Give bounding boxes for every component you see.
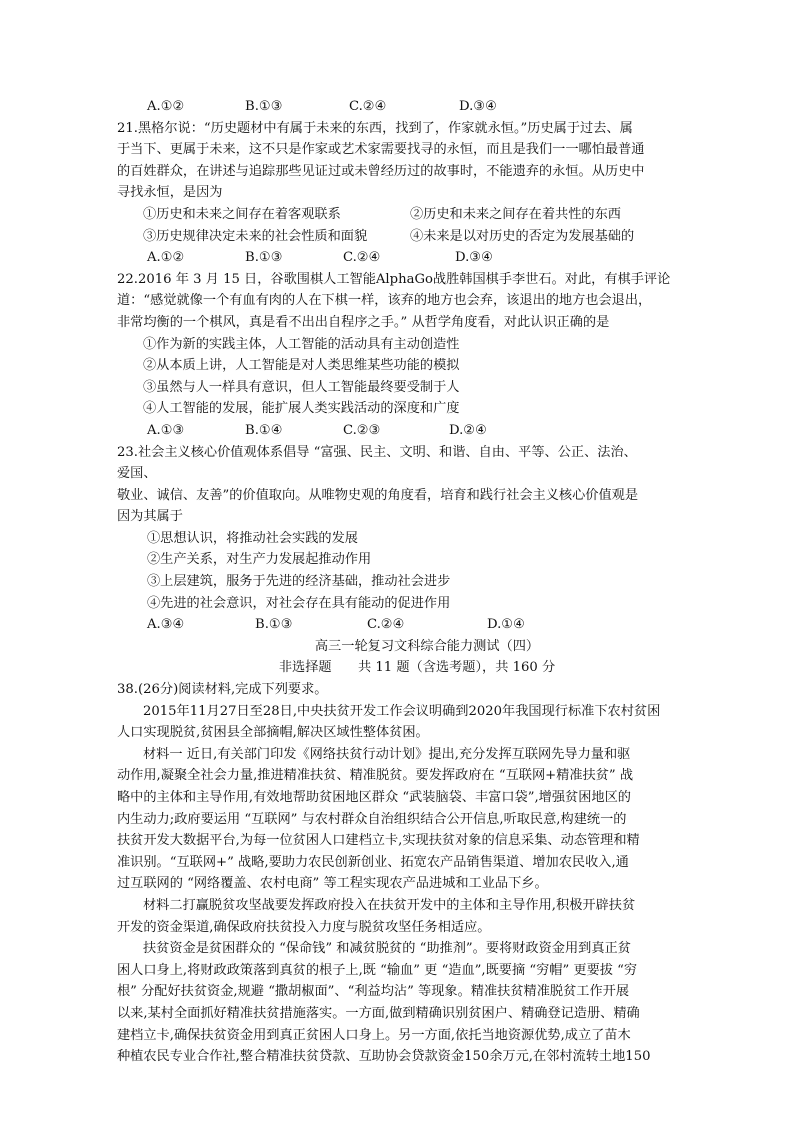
q38-line: 略中的主体和主导作用,有效地帮助贫困地区群众 “武装脑袋、丰富口袋”,增强贫困地区的	[117, 790, 631, 805]
q22-item: ②从本质上讲，人工智能是对人类思维某些功能的模拟	[143, 358, 460, 374]
question-23	[117, 442, 677, 636]
q20-option-c: C.②④	[349, 99, 387, 114]
exam-page	[117, 96, 677, 1068]
q21-items-row	[117, 204, 677, 226]
q38-line: 人口实现脱贫,贫困县全部摘帽,解决区域性整体贫困。	[117, 725, 429, 741]
q38-line: 种植农民专业合作社,整合精准扶贫贷款、互助协会贷款资金150余万元,在邻村流转土地150	[117, 1049, 651, 1065]
q20-option-d: D.③④	[459, 99, 497, 114]
q21-item: ②历史和未来之间存在着共性的东西	[410, 206, 621, 222]
q21-option-b: B.①③	[245, 250, 283, 266]
q23-option-c: C.②④	[367, 617, 405, 633]
q38-line: 根” 分配好扶贫资金,规避 “撒胡椒面”、“利益均沾” 等现象。精准扶贫精准脱贫工作开展	[117, 984, 630, 1000]
q23-option-d: D.①④	[487, 617, 525, 633]
q23-item: ④先进的社会意识，对社会存在具有能动的促进作用	[147, 595, 451, 611]
q38-line: 准识别。“互联网+” 战略,要助力农民创新创业、拓宽农产品销售渠道、增加农民收入,通	[117, 854, 629, 870]
q21-item: ①历史和未来之间存在着客观联系	[143, 206, 341, 222]
q22-option-c: C.②③	[343, 422, 381, 438]
q38-line: 扶贫资金是贫困群众的 “保命钱” 和减贫脱贫的 “助推剂”。要将财政资金用到真正贫	[143, 941, 631, 957]
question-38	[117, 679, 677, 1068]
q22-item: ④人工智能的发展，能扩展人类实践活动的深度和广度	[143, 401, 460, 417]
q23-option-b: B.①③	[255, 617, 293, 633]
q23-stem-line: 23.社会主义核心价值观体系倡导 “富强、民主、文明、和谐、自由、平等、公正、法治、	[117, 444, 637, 460]
q21-item: ③历史规律决定未来的社会性质和面貌	[143, 228, 368, 244]
q21-options	[117, 247, 677, 269]
q23-options	[117, 614, 677, 636]
q38-line: 内生动力;政府要运用 “互联网” 与农村群众自治组织结合公开信息,听取民意,构建统一的	[117, 811, 627, 827]
q23-item: ①思想认识，将推动社会实践的发展	[147, 530, 358, 546]
q38-line: 建档立卡,确保扶贫资金用到真正贫困人口身上。另一方面,依托当地资源优势,成立了苗木	[117, 1027, 631, 1043]
q21-option-a: A.①②	[147, 250, 185, 266]
q38-header: 38.(26分)阅读材料,完成下列要求。	[117, 682, 328, 698]
q38-line: 材料二打赢脱贫攻坚战要发挥政府投入在扶贫开发中的主体和主导作用,积极开辟扶贫	[143, 897, 636, 913]
q38-line: 过互联网的 “网络覆盖、农村电商” 等工程实现农产品进城和工业品下乡。	[117, 876, 548, 892]
q22-item: ①作为新的实践主体，人工智能的活动具有主动创造性	[143, 336, 460, 352]
q23-stem-line: 因为其属于	[117, 509, 183, 525]
q22-stem-line: 非常均衡的一个棋风，真是看不出出自程序之手。” 从哲学角度看，对此认识正确的是	[117, 314, 610, 330]
q20-options	[117, 96, 677, 118]
q21-option-c: C.②④	[343, 250, 381, 266]
section-title: 高三一轮复习文科综合能力测试（四）	[314, 638, 540, 654]
q21-item: ④未来是以对历史的否定为发展基础的	[410, 228, 635, 244]
q22-option-b: B.①④	[245, 422, 283, 438]
q23-stem-line: 敬业、诚信、友善”的价值取向。从唯物史观的角度看，培育和践行社会主义核心价值观是	[117, 487, 639, 503]
q22-stem-line: 22.2016 年 3 月 15 日，谷歌围棋人工智能AlphaGo战胜韩国棋手李世石。对此，有棋手评论	[117, 271, 671, 287]
q23-stem-line: 爱国、	[117, 466, 157, 482]
q22-stem-line: 道：“感觉就像一个有血有肉的人在下棋一样，该弃的地方也会弃，该退出的地方也会退出，	[117, 293, 652, 309]
q22-item: ③虽然与人一样具有意识，但人工智能最终要受制于人	[143, 379, 460, 395]
q23-item: ②生产关系，对生产力发展起推动作用	[147, 552, 372, 568]
q38-line: 材料一 近日,有关部门印发《网络扶贫行动计划》提出,充分发挥互联网先导力量和驱	[143, 746, 631, 762]
q21-stem-line: 的百姓群众，在讲述与追踪那些见证过或未曾经历过的故事时，不能遗弃的永恒。从历史中	[117, 163, 645, 179]
q22-options	[117, 420, 677, 442]
q38-line: 困人口身上,将财政政策落到真贫的根子上,既 “输血” 更 “造血”,既要摘 “穷帽” 更要拔 “穷	[117, 962, 638, 978]
q20-option-b: B.①③	[245, 99, 283, 114]
q38-line: 扶贫开发大数据平台,为每一位贫困人口建档立卡,实现扶贫对象的信息采集、动态管理和精	[117, 833, 640, 849]
q22-option-d: D.②④	[449, 422, 487, 438]
q21-option-d: D.③④	[455, 250, 493, 266]
q21-stem-line: 21.黑格尔说：“历史题材中有属于未来的东西，找到了，作家就永恒。”历史属于过去、属	[117, 120, 633, 136]
q38-line: 以来,某村全面抓好精准扶贫措施落实。一方面,做到精确识别贫困户、精确登记造册、精确	[117, 1005, 640, 1021]
q21-stem-line: 寻找永恒，是因为	[117, 185, 223, 201]
q38-line: 动作用,凝聚全社会力量,推进精准扶贫、精准脱贫。要发挥政府在 “互联网+精准扶贫” 战	[117, 768, 634, 784]
q21-stem-line: 于当下、更属于未来，这不只是作家或艺术家需要找寻的永恒，而且是我们一一哪怕最普通	[117, 142, 645, 158]
q23-item: ③上层建筑，服务于先进的经济基础，推动社会进步	[147, 574, 451, 590]
section-subtitle: 非选择题 共 11 题（含选考题），共 160 分	[278, 660, 556, 676]
q20-option-a: A.①②	[147, 99, 185, 114]
q23-option-a: A.③④	[147, 617, 185, 633]
q22-option-a: A.①③	[147, 422, 185, 438]
q21-items-row	[117, 226, 677, 248]
q38-line: 开发的资金渠道,确保政府扶贫投入力度与脱贫攻坚任务相适应。	[117, 919, 491, 935]
question-21	[117, 118, 677, 269]
question-22	[117, 269, 677, 442]
q38-line: 2015年11月27日至28日,中央扶贫开发工作会议明确到2020年我国现行标准下农村贫困	[143, 703, 661, 719]
